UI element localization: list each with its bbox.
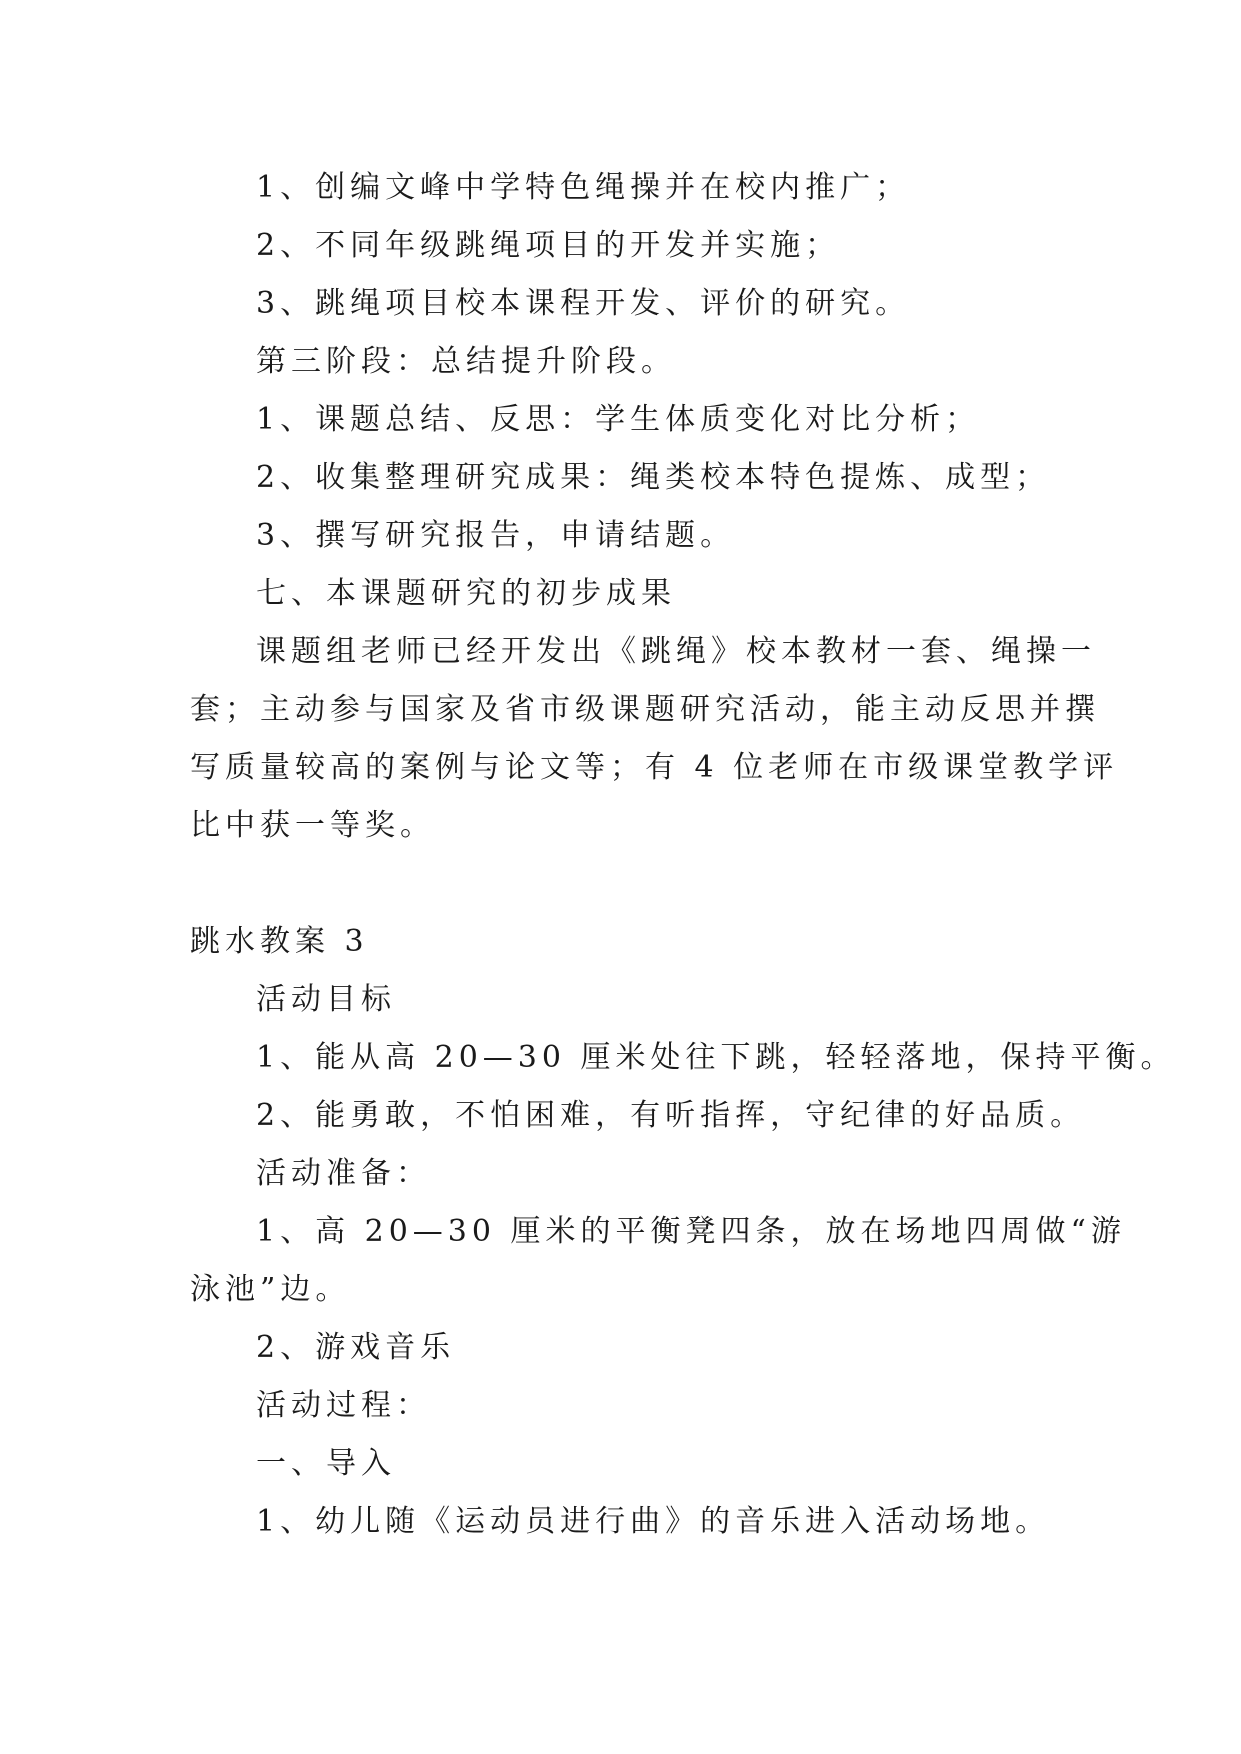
paragraph-line: 课题组老师已经开发出《跳绳》校本教材一套、绳操一 [256, 634, 1096, 669]
section-heading: 活动准备： [256, 1156, 431, 1191]
text-line: 2、能勇敢，不怕困难，有听指挥，守纪律的好品质。 [256, 1098, 1086, 1133]
text-line: 3、跳绳项目校本课程开发、评价的研究。 [256, 286, 911, 321]
text-line: 2、游戏音乐 [256, 1330, 456, 1365]
section-heading: 一、导入 [256, 1446, 396, 1481]
section-heading: 活动过程： [256, 1388, 431, 1423]
paragraph-line: 比中获一等奖。 [190, 808, 435, 843]
text-line: 泳池”边。 [190, 1272, 351, 1307]
section-heading: 活动目标 [256, 982, 396, 1017]
section-heading: 七、本课题研究的初步成果 [256, 576, 676, 611]
paragraph-line: 套；主动参与国家及省市级课题研究活动，能主动反思并撰 [190, 692, 1100, 727]
text-line: 1、创编文峰中学特色绳操并在校内推广； [256, 170, 911, 205]
text-line: 1、能从高 20—30 厘米处往下跳，轻轻落地，保持平衡。 [256, 1040, 1176, 1075]
paragraph-line: 写质量较高的案例与论文等；有 4 位老师在市级课堂教学评 [190, 750, 1119, 785]
text-line: 1、高 20—30 厘米的平衡凳四条，放在场地四周做“游 [256, 1214, 1126, 1249]
text-line: 1、幼儿随《运动员进行曲》的音乐进入活动场地。 [256, 1504, 1051, 1539]
text-line: 1、课题总结、反思：学生体质变化对比分析； [256, 402, 981, 437]
document-title: 跳水教案 3 [190, 924, 369, 959]
text-line: 2、不同年级跳绳项目的开发并实施； [256, 228, 841, 263]
text-line: 3、撰写研究报告，申请结题。 [256, 518, 736, 553]
text-line: 2、收集整理研究成果：绳类校本特色提炼、成型； [256, 460, 1051, 495]
section-heading: 第三阶段：总结提升阶段。 [256, 344, 676, 379]
